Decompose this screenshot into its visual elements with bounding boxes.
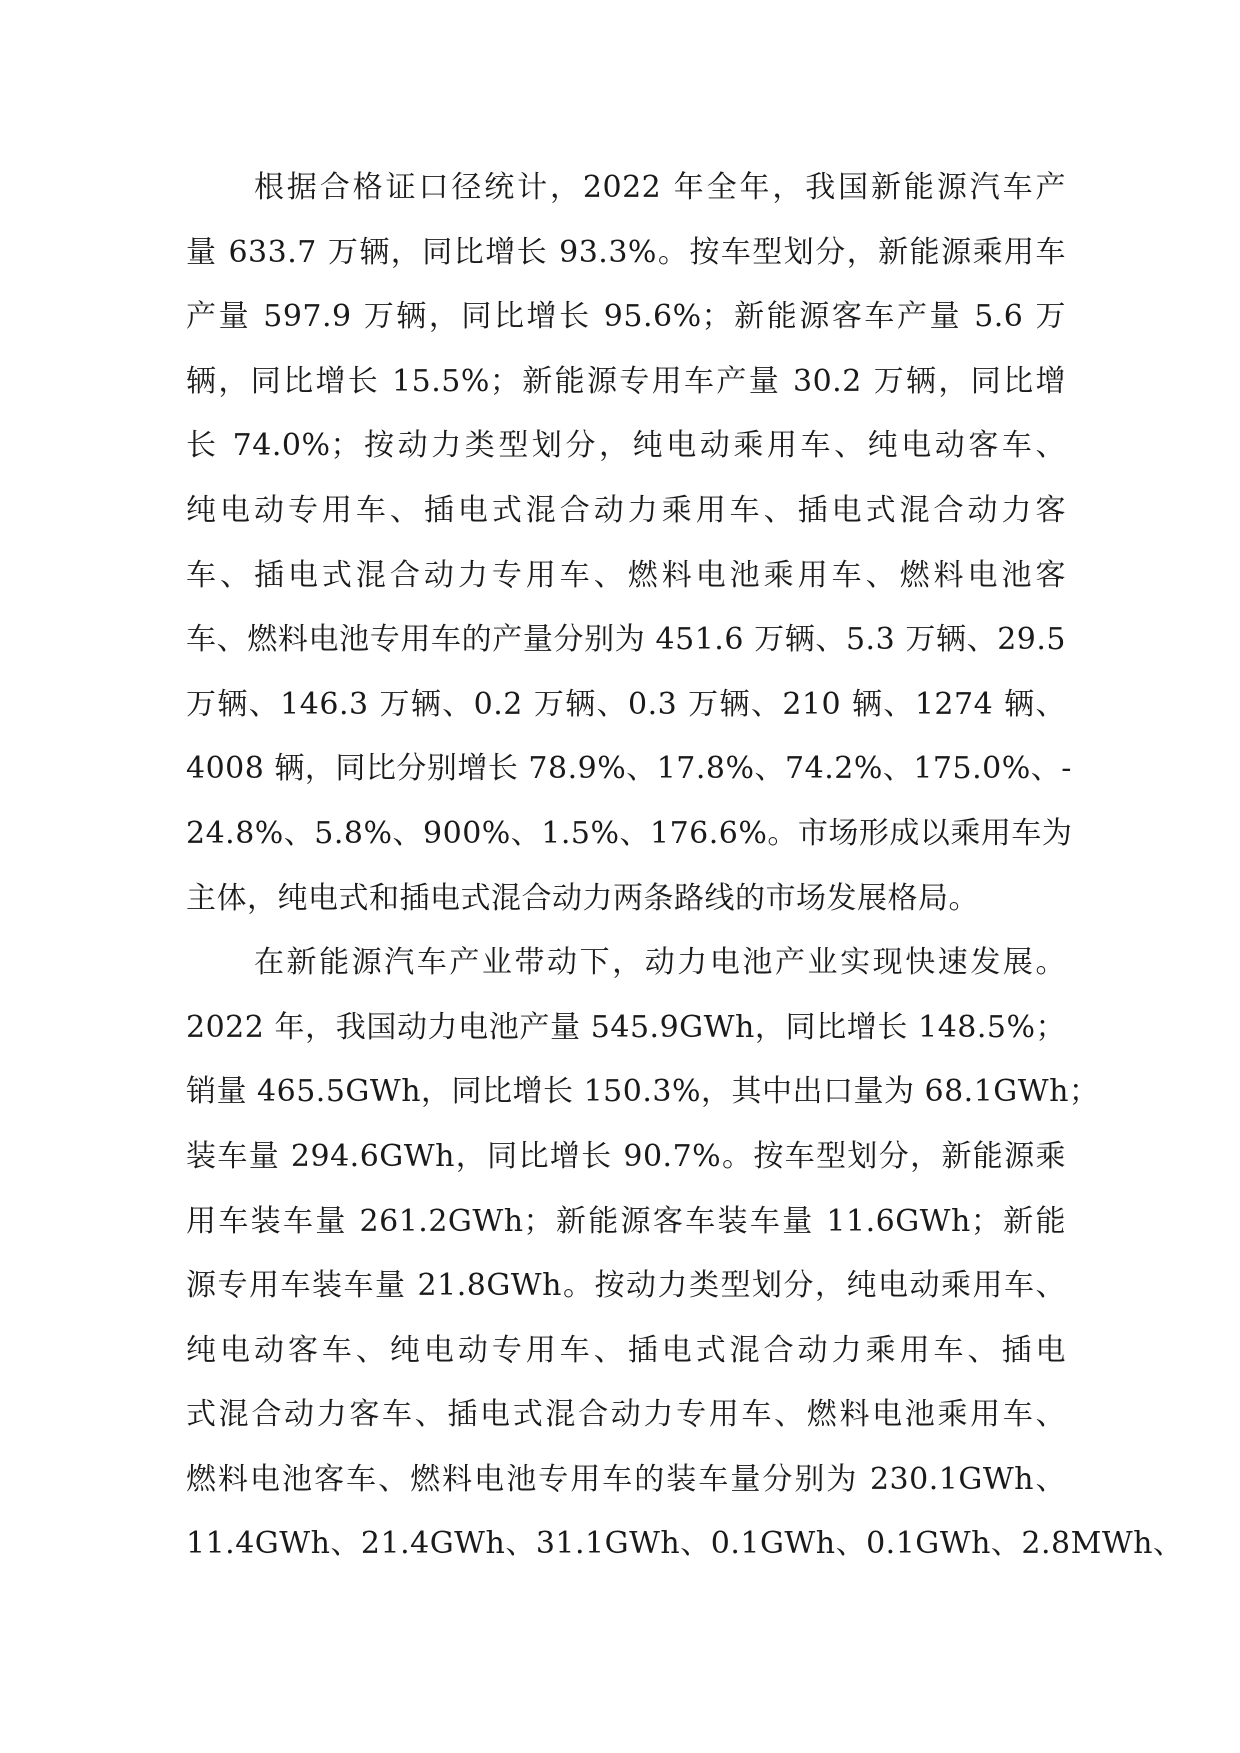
text-line: 式混合动力客车、插电式混合动力专用车、燃料电池乘用车、 — [186, 1397, 1066, 1433]
text-line: 在新能源汽车产业带动下，动力电池产业实现快速发展。 — [254, 945, 1066, 981]
text-line: 量 633.7 万辆，同比增长 93.3%。按车型划分，新能源乘用车 — [186, 234, 1066, 270]
text-line: 纯电动客车、纯电动专用车、插电式混合动力乘用车、插电 — [186, 1332, 1066, 1368]
text-line: 辆，同比增长 15.5%；新能源专用车产量 30.2 万辆，同比增 — [186, 363, 1066, 399]
text-line: 车、插电式混合动力专用车、燃料电池乘用车、燃料电池客 — [186, 557, 1066, 593]
text-line: 11.4GWh、21.4GWh、31.1GWh、0.1GWh、0.1GWh、2.8MWh、 — [186, 1526, 1184, 1562]
text-line: 产量 597.9 万辆，同比增长 95.6%；新能源客车产量 5.6 万 — [186, 299, 1066, 335]
text-line: 2022 年，我国动力电池产量 545.9GWh，同比增长 148.5%； — [186, 1009, 1066, 1045]
text-line: 根据合格证口径统计，2022 年全年，我国新能源汽车产 — [254, 170, 1066, 205]
text-line: 燃料电池客车、燃料电池专用车的装车量分别为 230.1GWh、 — [186, 1461, 1066, 1497]
text-line: 装车量 294.6GWh，同比增长 90.7%。按车型划分，新能源乘 — [186, 1138, 1066, 1174]
text-line: 24.8%、5.8%、900%、1.5%、176.6%。市场形成以乘用车为 — [186, 815, 1073, 851]
paragraph-production — [186, 156, 1073, 931]
text-line: 主体，纯电式和插电式混合动力两条路线的市场发展格局。 — [186, 880, 979, 916]
text-line: 源专用车装车量 21.8GWh。按动力类型划分，纯电动乘用车、 — [186, 1268, 1066, 1304]
body-text — [186, 156, 1184, 1577]
text-line: 销量 465.5GWh，同比增长 150.3%，其中出口量为 68.1GWh； — [186, 1074, 1100, 1110]
text-line: 车、燃料电池专用车的产量分别为 451.6 万辆、5.3 万辆、29.5 — [186, 622, 1066, 658]
paragraph-battery — [186, 931, 1184, 1577]
text-line: 用车装车量 261.2GWh；新能源客车装车量 11.6GWh；新能 — [186, 1203, 1066, 1239]
text-line: 万辆、146.3 万辆、0.2 万辆、0.3 万辆、210 辆、1274 辆、 — [186, 686, 1066, 722]
text-line: 4008 辆，同比分别增长 78.9%、17.8%、74.2%、175.0%、- — [186, 751, 1072, 787]
text-line: 纯电动专用车、插电式混合动力乘用车、插电式混合动力客 — [186, 492, 1066, 528]
text-line: 长 74.0%；按动力类型划分，纯电动乘用车、纯电动客车、 — [186, 428, 1066, 464]
